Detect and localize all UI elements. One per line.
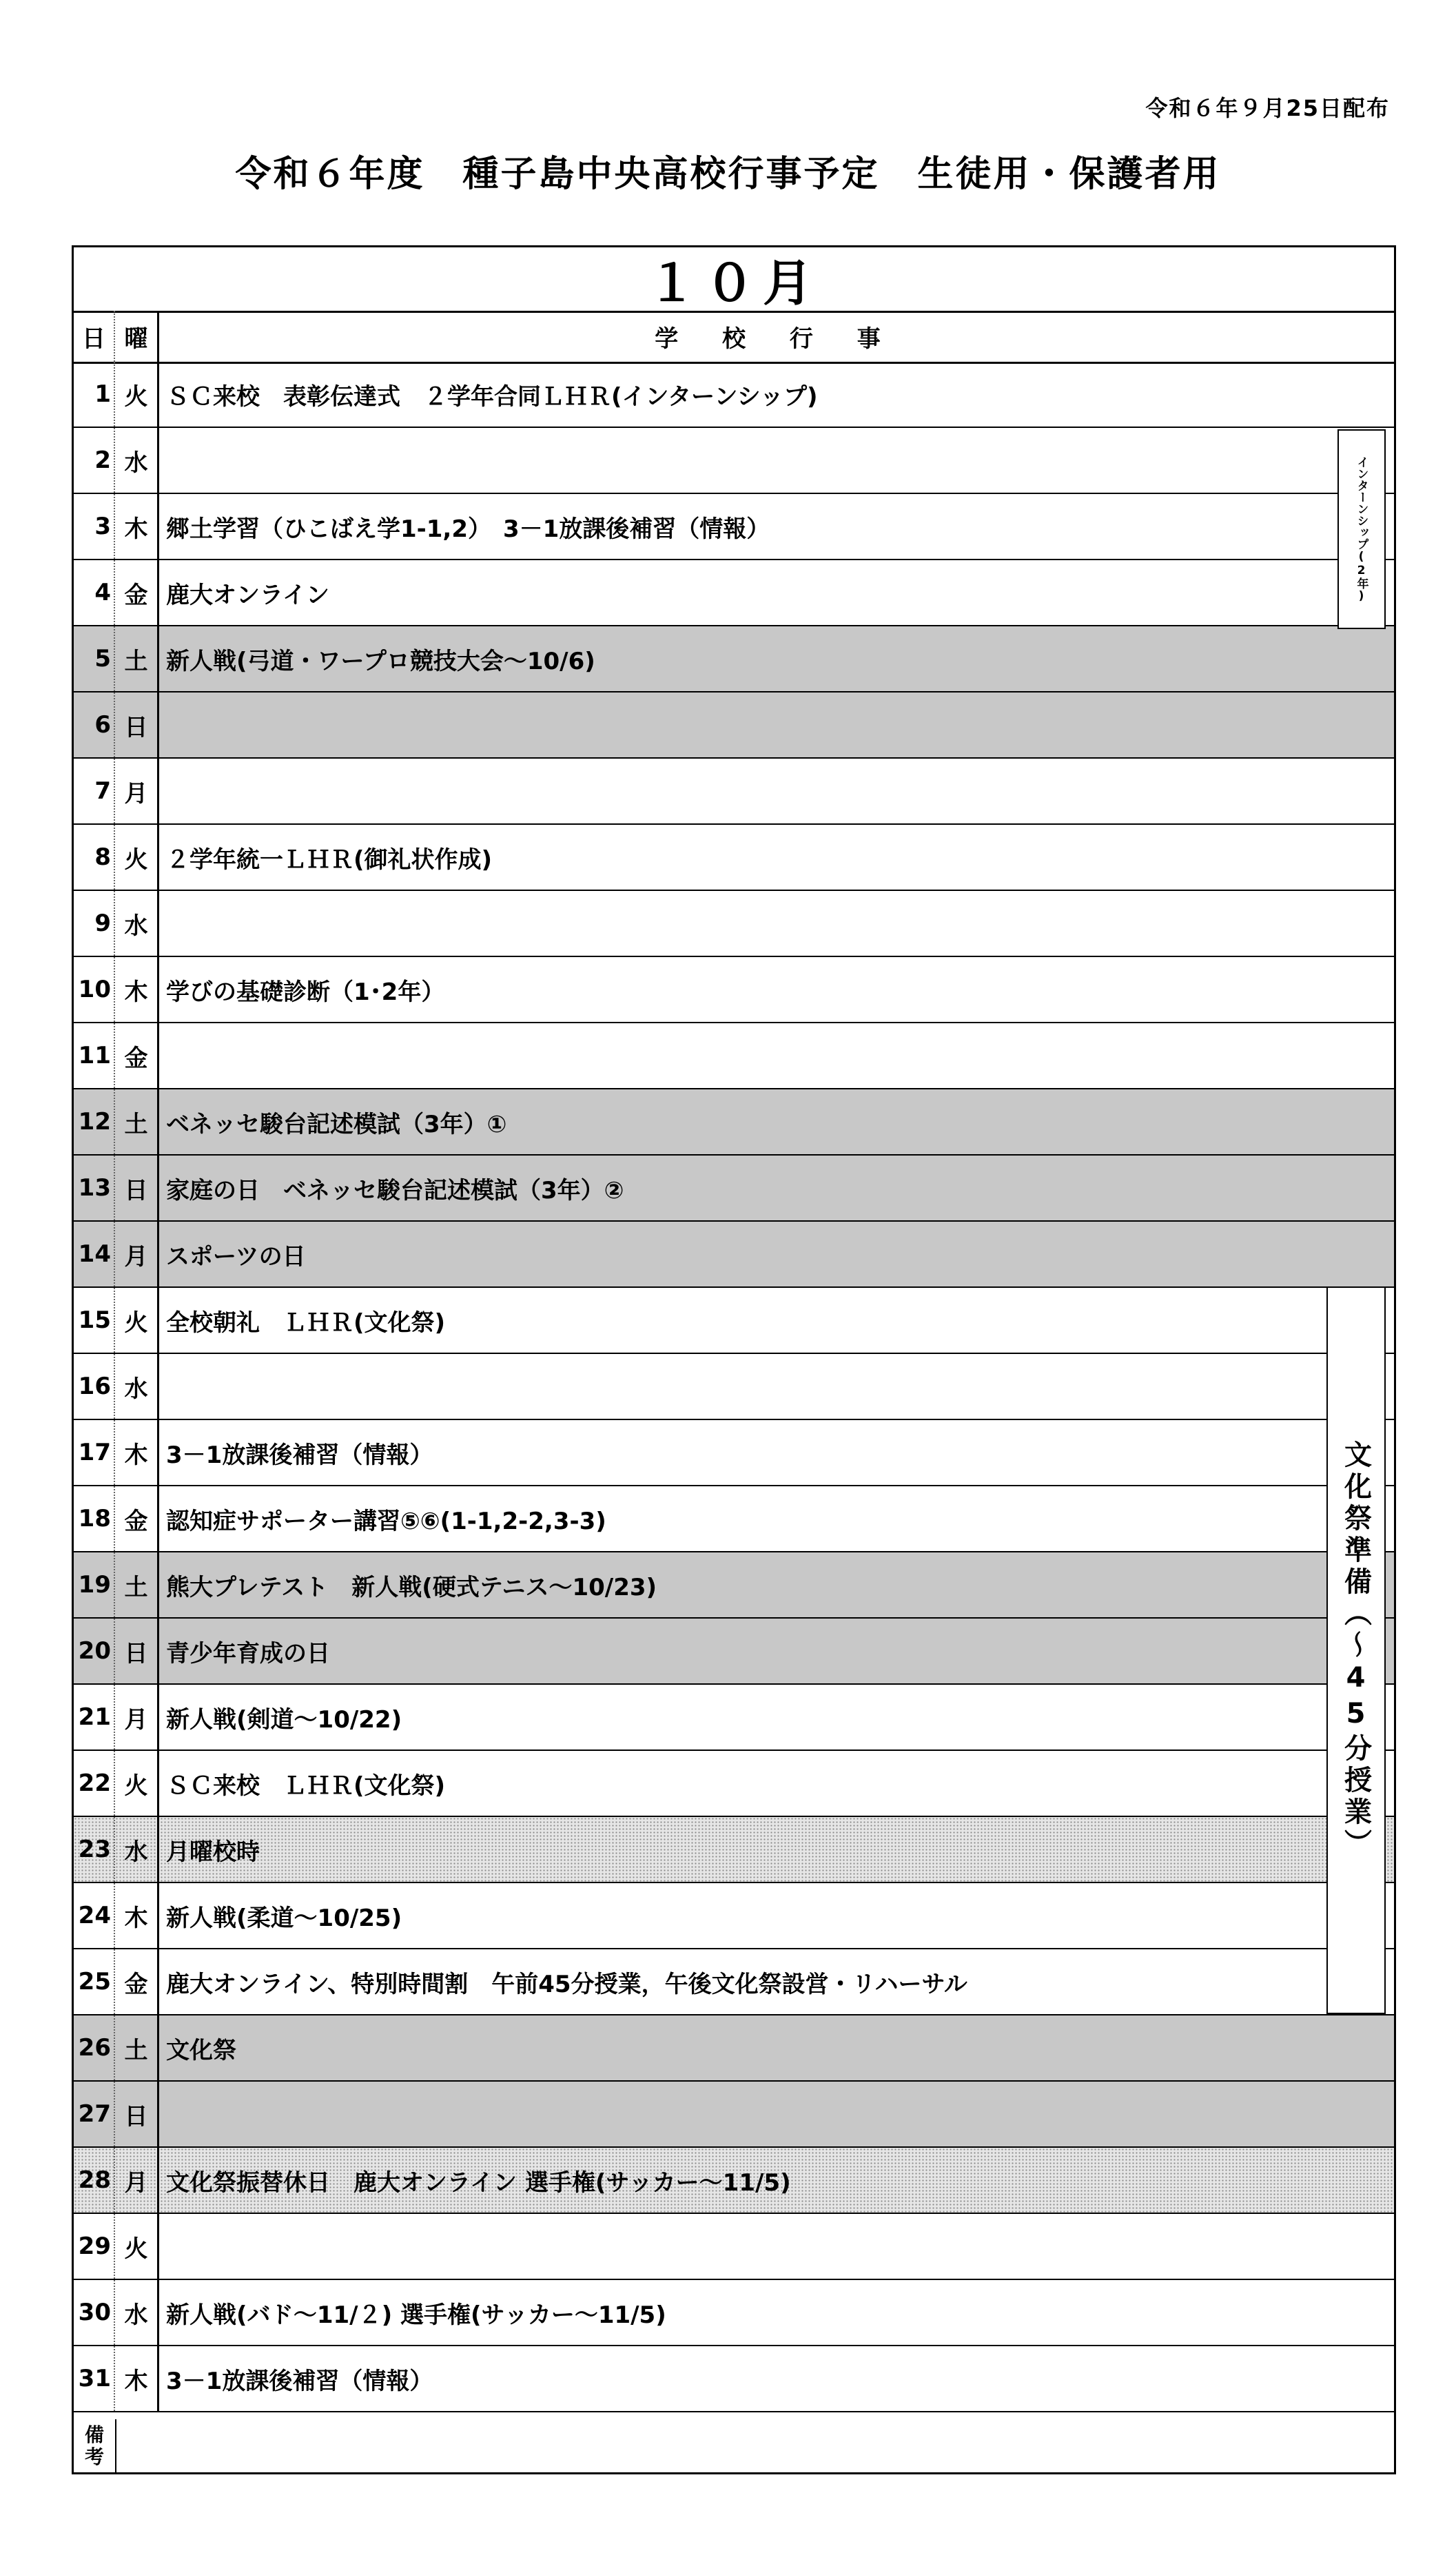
day-number: 18 — [74, 1486, 115, 1551]
weekday-label: 日 — [115, 2082, 159, 2146]
event-text — [159, 891, 1394, 956]
weekday-label: 木 — [115, 2346, 159, 2411]
calendar-row — [74, 1023, 1394, 1089]
calendar-row — [74, 1619, 1394, 1685]
weekday-label: 木 — [115, 957, 159, 1022]
day-number: 19 — [74, 1552, 115, 1617]
day-number: 6 — [74, 692, 115, 757]
weekday-label: 水 — [115, 428, 159, 493]
day-number: 16 — [74, 1354, 115, 1419]
calendar-row — [74, 1156, 1394, 1222]
day-number: 4 — [74, 560, 115, 625]
distribution-date: 令和６年９月25日配布 — [1145, 95, 1390, 121]
day-number: 8 — [74, 825, 115, 890]
event-text: 鹿大オンライン — [166, 581, 329, 609]
calendar-row — [74, 1288, 1394, 1354]
event-text — [159, 2214, 1394, 2279]
event-text: 鹿大オンライン、特別時間割 午前45分授業，午後文化祭設営・リハーサル — [166, 1970, 967, 1998]
weekday-label: 金 — [115, 1486, 159, 1551]
event-text: 3－1放課後補習（情報） — [166, 2367, 433, 2395]
event-text: 全校朝礼 ＬＨＲ(文化祭) — [166, 1309, 446, 1337]
event-text: 熊大プレテスト 新人戦(硬式テニス～10/23) — [166, 1573, 657, 1601]
weekday-label: 火 — [115, 1288, 159, 1353]
weekday-label: 土 — [115, 1552, 159, 1617]
day-number: 31 — [74, 2346, 115, 2411]
weekday-label: 金 — [115, 560, 159, 625]
event-text: 郷土学習（ひこばえ学1-1,2） 3－1放課後補習（情報） — [166, 515, 770, 543]
weekday-label: 日 — [115, 1619, 159, 1683]
calendar-row — [74, 2148, 1394, 2214]
event-text — [159, 692, 1394, 757]
remarks-label-char: 備 — [84, 2423, 104, 2446]
calendar-row — [74, 1949, 1394, 2015]
day-number: 1 — [74, 362, 115, 427]
calendar-row — [74, 362, 1394, 428]
day-number: 27 — [74, 2082, 115, 2146]
day-number: 11 — [74, 1023, 115, 1088]
calendar-row — [74, 957, 1394, 1023]
event-text: 3－1放課後補習（情報） — [166, 1441, 433, 1469]
calendar-row — [74, 759, 1394, 825]
calendar-row — [74, 2346, 1394, 2412]
event-text: 家庭の日 ベネッセ駿台記述模試（3年）② — [166, 1176, 624, 1204]
calendar-row — [74, 1751, 1394, 1817]
event-text: 文化祭振替休日 鹿大オンライン 選手権(サッカー～11/5) — [166, 2168, 791, 2197]
column-header-weekday: 曜 — [115, 311, 159, 362]
day-number: 5 — [74, 626, 115, 691]
event-calendar-table — [72, 245, 1396, 2474]
weekday-label: 土 — [115, 626, 159, 691]
event-text: 新人戦(バド～11/２) 選手権(サッカー～11/5) — [166, 2301, 666, 2329]
event-text: 新人戦(柔道～10/25) — [166, 1904, 402, 1932]
calendar-row — [74, 1817, 1394, 1883]
day-number: 15 — [74, 1288, 115, 1353]
day-number: 29 — [74, 2214, 115, 2279]
internship-period-text: インターンシップ(2年) — [1354, 455, 1368, 603]
day-number: 14 — [74, 1222, 115, 1286]
event-text — [159, 2082, 1394, 2146]
calendar-row — [74, 1552, 1394, 1619]
day-number: 13 — [74, 1156, 115, 1220]
event-text — [159, 1023, 1394, 1088]
event-text: ＳＣ来校 ＬＨＲ(文化祭) — [166, 1772, 446, 1800]
festival-prep-period-note — [1326, 1286, 1386, 2014]
weekday-label: 木 — [115, 1420, 159, 1485]
weekday-label: 火 — [115, 825, 159, 890]
remarks-row — [74, 2419, 1394, 2472]
weekday-label: 水 — [115, 891, 159, 956]
weekday-label: 水 — [115, 2280, 159, 2345]
calendar-row — [74, 1420, 1394, 1486]
weekday-label: 金 — [115, 1949, 159, 2014]
day-number: 17 — [74, 1420, 115, 1485]
calendar-row — [74, 692, 1394, 759]
day-number: 22 — [74, 1751, 115, 1816]
event-text: ２学年統一ＬＨＲ(御礼状作成) — [166, 845, 493, 874]
weekday-label: 木 — [115, 494, 159, 559]
weekday-label: 月 — [115, 1685, 159, 1749]
calendar-row — [74, 2015, 1394, 2082]
calendar-row — [74, 1486, 1394, 1552]
event-text: 青少年育成の日 — [166, 1639, 330, 1668]
day-number: 25 — [74, 1949, 115, 2014]
weekday-label: 水 — [115, 1817, 159, 1882]
day-number: 23 — [74, 1817, 115, 1882]
calendar-row — [74, 626, 1394, 692]
day-number: 28 — [74, 2148, 115, 2213]
event-text — [159, 1354, 1394, 1419]
calendar-row — [74, 825, 1394, 891]
weekday-label: 月 — [115, 759, 159, 823]
day-number: 9 — [74, 891, 115, 956]
weekday-label: 月 — [115, 2148, 159, 2213]
internship-period-note — [1337, 429, 1386, 629]
column-header-day: 日 — [74, 311, 115, 362]
event-text: 新人戦(弓道・ワープロ競技大会～10/6) — [166, 647, 595, 675]
day-number: 21 — [74, 1685, 115, 1749]
calendar-row — [74, 891, 1394, 957]
weekday-label: 日 — [115, 692, 159, 757]
day-number: 20 — [74, 1619, 115, 1683]
event-text: ＳＣ来校 表彰伝達式 ２学年合同ＬＨＲ(インターンシップ) — [166, 382, 818, 411]
event-text: 認知症サポーター講習⑤⑥(1-1,2-2,3-3) — [166, 1507, 606, 1535]
calendar-row — [74, 1685, 1394, 1751]
calendar-row — [74, 1089, 1394, 1156]
day-number: 7 — [74, 759, 115, 823]
remarks-label — [74, 2419, 116, 2472]
document-title: 令和６年度 種子島中央高校行事予定 生徒用・保護者用 — [235, 154, 1221, 195]
weekday-label: 火 — [115, 1751, 159, 1816]
month-heading: １０月 — [74, 247, 1394, 313]
event-text — [159, 759, 1394, 823]
festival-prep-period-text: 文化祭準備（～45分授業） — [1340, 1440, 1372, 1860]
event-text — [159, 428, 1394, 493]
remarks-label-char: 考 — [84, 2445, 104, 2468]
calendar-row — [74, 428, 1394, 494]
day-number: 24 — [74, 1883, 115, 1948]
weekday-label: 火 — [115, 362, 159, 427]
event-text: スポーツの日 — [166, 1242, 306, 1271]
calendar-row — [74, 1354, 1394, 1420]
event-text: 文化祭 — [166, 2036, 236, 2064]
day-number: 26 — [74, 2015, 115, 2080]
column-header-row — [74, 311, 1394, 364]
calendar-row — [74, 560, 1394, 626]
day-number: 12 — [74, 1089, 115, 1154]
event-text: 月曜校時 — [166, 1838, 260, 1866]
day-number: 30 — [74, 2280, 115, 2345]
column-header-events: 学 校 行 事 — [655, 325, 899, 353]
weekday-label: 火 — [115, 2214, 159, 2279]
calendar-row — [74, 1222, 1394, 1288]
event-text: 学びの基礎診断（1･2年） — [166, 978, 445, 1006]
weekday-label: 土 — [115, 2015, 159, 2080]
weekday-label: 日 — [115, 1156, 159, 1220]
calendar-row — [74, 2214, 1394, 2280]
weekday-label: 木 — [115, 1883, 159, 1948]
calendar-row — [74, 494, 1394, 560]
calendar-row — [74, 2082, 1394, 2148]
calendar-row — [74, 2280, 1394, 2346]
day-number: 10 — [74, 957, 115, 1022]
event-text: ベネッセ駿台記述模試（3年）① — [166, 1110, 507, 1138]
weekday-label: 月 — [115, 1222, 159, 1286]
weekday-label: 土 — [115, 1089, 159, 1154]
event-text: 新人戦(剣道～10/22) — [166, 1705, 402, 1734]
calendar-row — [74, 1883, 1394, 1949]
day-number: 2 — [74, 428, 115, 493]
weekday-label: 金 — [115, 1023, 159, 1088]
day-number: 3 — [74, 494, 115, 559]
weekday-label: 水 — [115, 1354, 159, 1419]
